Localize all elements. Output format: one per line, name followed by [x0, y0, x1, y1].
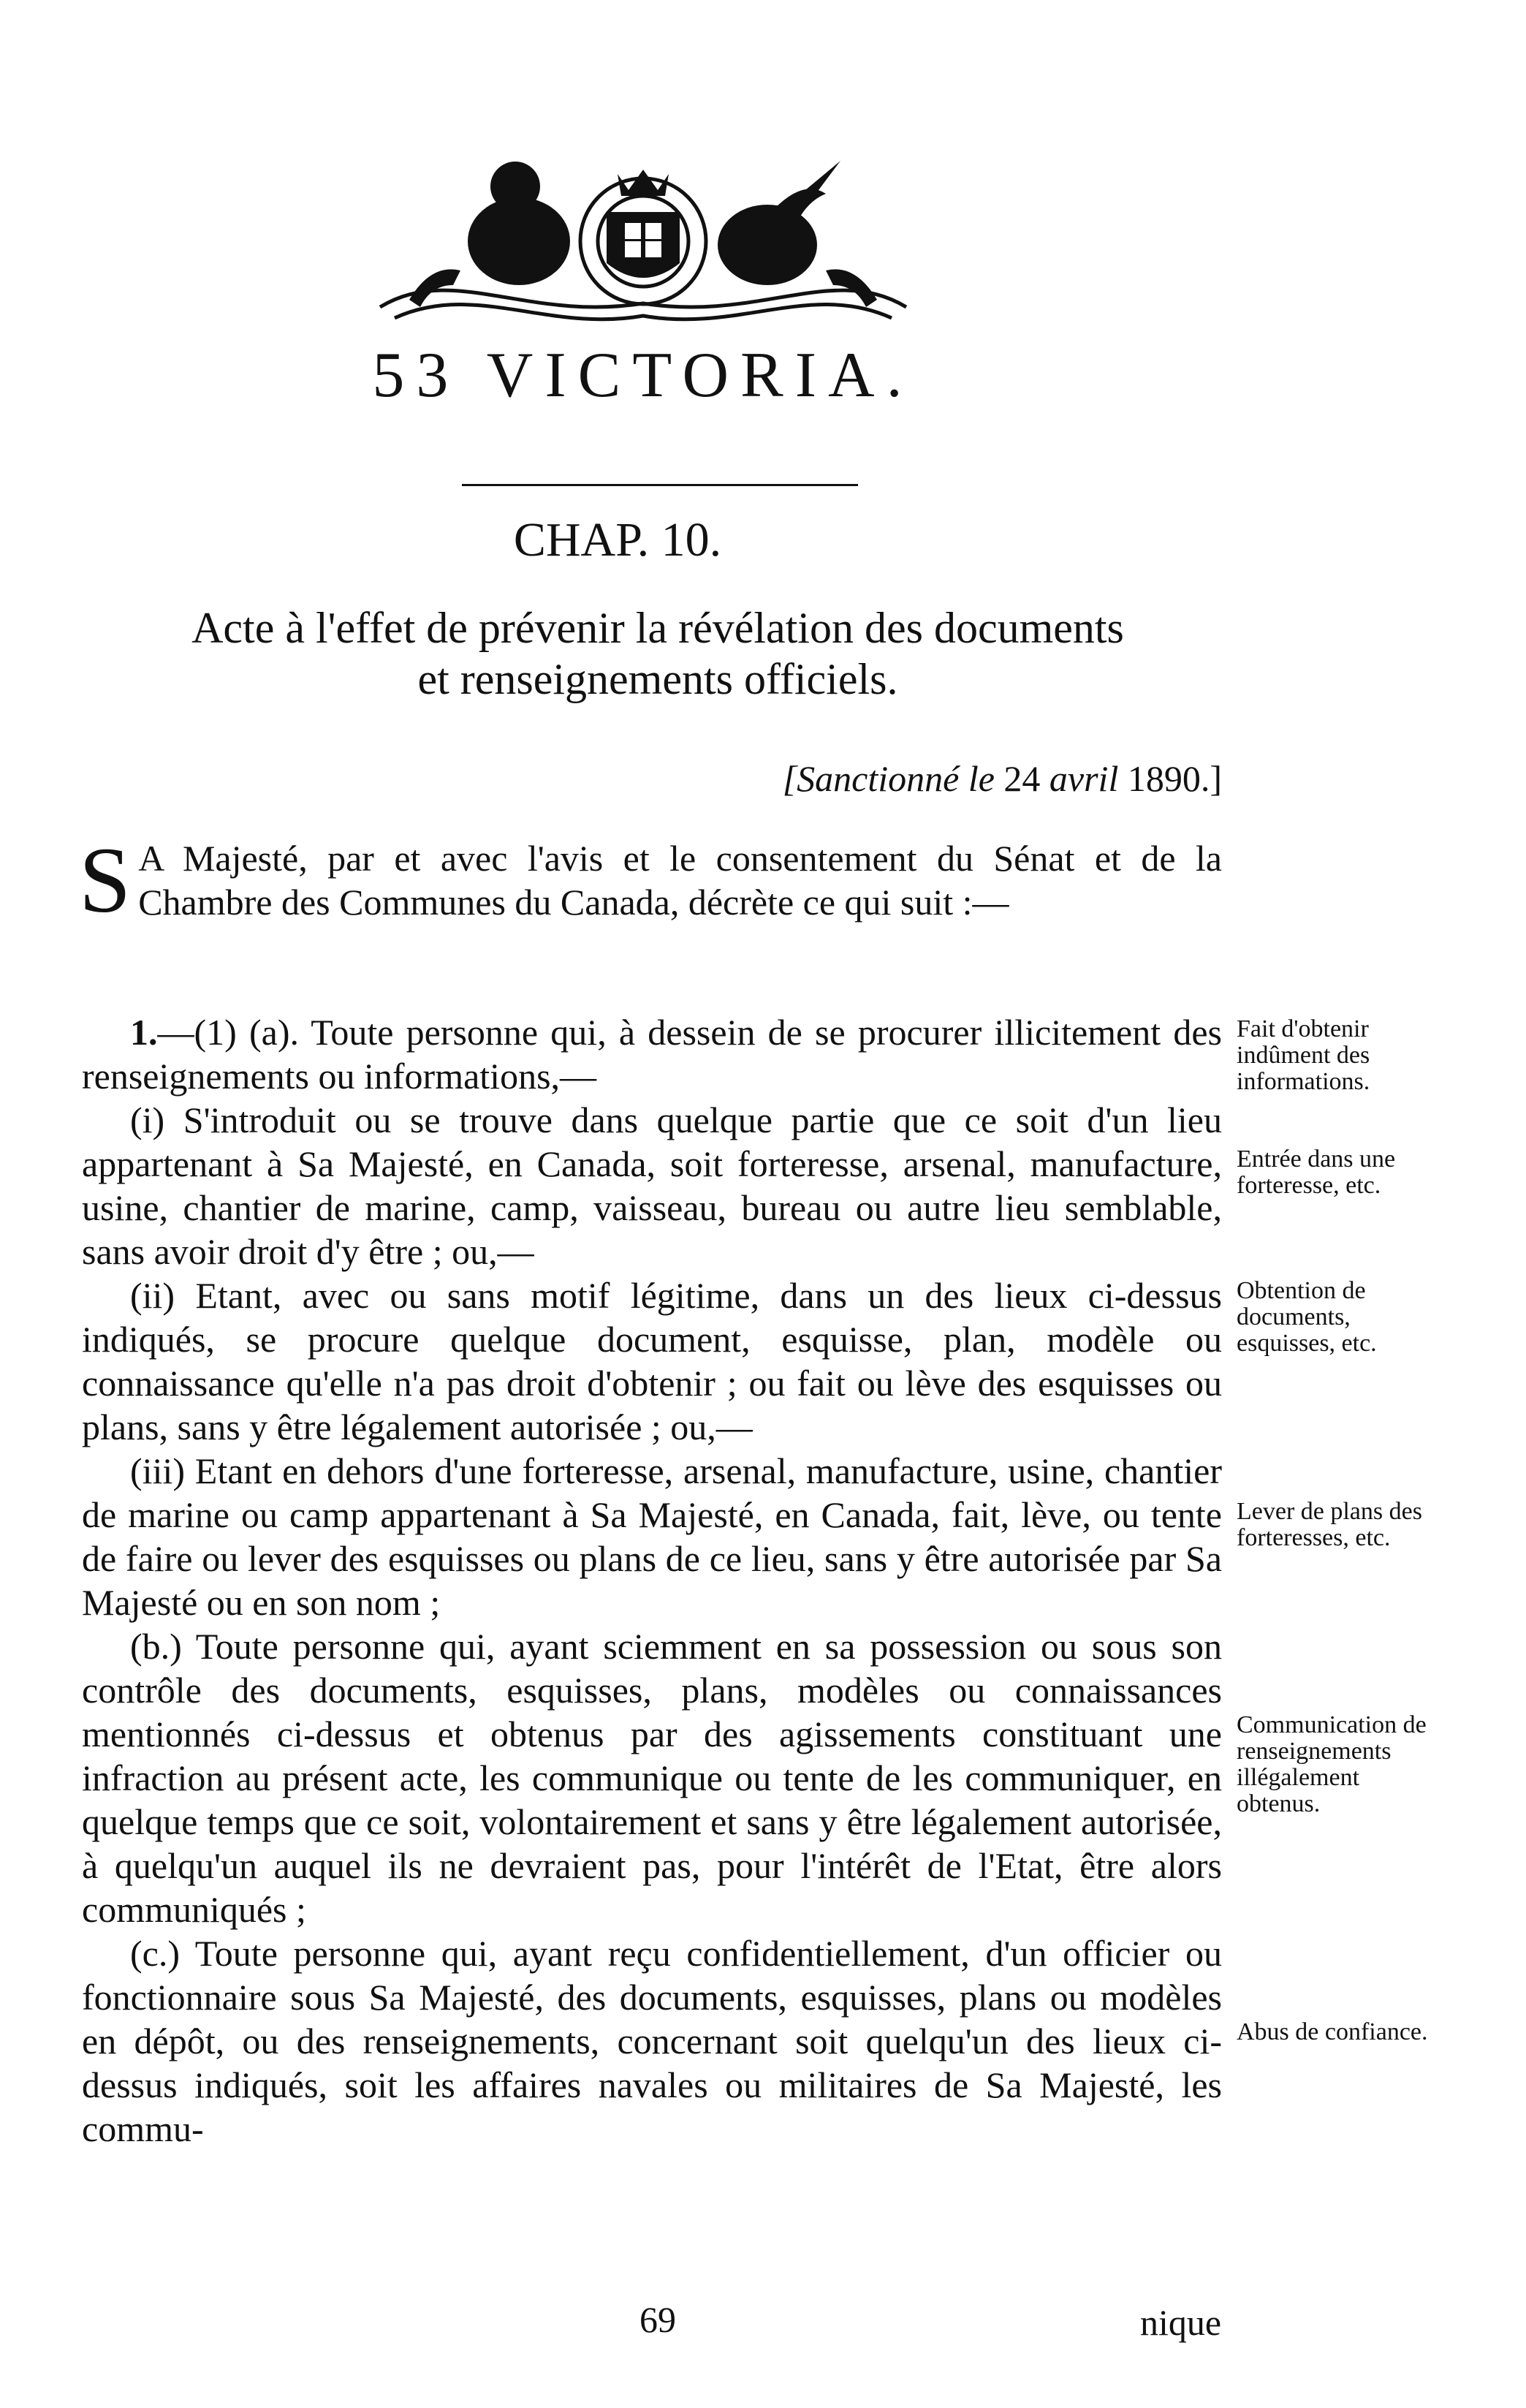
regnal-year-title: 53 VICTORIA. — [372, 340, 914, 411]
assent-prefix: [Sanctionné le — [782, 758, 995, 799]
catchword: nique — [1140, 2302, 1222, 2343]
assent-date — [783, 760, 1222, 797]
clause-iii: (iii) Etant en dehors d'une forteresse, arsenal, manufacture, usine, chantier de marine ou camp appartenant à Sa Majesté, en Canada, fait, lève, ou tente de faire ou lever des esquisses ou plans de ce lieu, sans y être autorisée par Sa Majesté ou en son nom ; — [82, 1450, 1222, 1623]
royal-coat-of-arms-icon — [365, 154, 921, 336]
margin-note: Communication de renseignements illégalement obtenus. — [1237, 1711, 1427, 1817]
assent-day: 24 — [1003, 758, 1041, 799]
chapter-heading: CHAP. 10. — [513, 513, 722, 567]
section-1-intro — [82, 1010, 1222, 1098]
assent-month: avril — [1049, 758, 1119, 799]
assent-year: 1890.] — [1127, 758, 1222, 799]
margin-note: Abus de confiance. — [1237, 2018, 1428, 2045]
clause-ii: (ii) Etant, avec ou sans motif légitime, dans un des lieux ci-dessus indiqués, se procure quelque document, esquisse, plan, modèle ou connaissance qu'elle n'a pas droit d'obtenir ; ou fait ou lève des esquisses ou plans, sans y être légalement autorisée ; ou,— — [82, 1275, 1222, 1447]
margin-note: Fait d'obtenir indûment des informations. — [1237, 1015, 1370, 1095]
page-number: 69 — [639, 2299, 676, 2340]
margin-note: Obtention de documents, esquisses, etc. — [1237, 1277, 1377, 1357]
enacting-clause-text: A Majesté, par et avec l'avis et le consentement du Sénat et de la Chambre des Communes du Canada, décrète ce qui suit :— — [138, 838, 1222, 923]
enacting-clause — [79, 828, 1222, 932]
margin-note: Lever de plans des forteresses, etc. — [1237, 1498, 1422, 1551]
title-divider — [462, 484, 858, 486]
act-title — [80, 602, 1235, 705]
section-1 — [82, 1010, 1222, 2151]
drop-cap: S — [79, 828, 132, 932]
margin-note: Entrée dans une forteresse, etc. — [1237, 1146, 1396, 1199]
section-number: 1. — [130, 1012, 158, 1053]
section-1-intro-text: —(1) (a). Toute personne qui, à dessein de se procurer illicitement des renseignements ou informations,— — [82, 1012, 1222, 1097]
act-title-line-2: et renseignements officiels. — [417, 655, 898, 703]
paragraph-b: (b.) Toute personne qui, ayant sciemment en sa possession ou sous son contrôle des documents, esquisses, plans, modèles ou connaissances mentionnés ci-dessus et obtenus par des agissements constituant une infraction au présent acte, les communique ou tente de les communiquer, en quelque temps que ce soit, volontairement et sans y être légalement autorisée, à quelqu'un auquel ils ne devraient pas, pour l'intérêt de l'Etat, être alors communiqués ; — [82, 1626, 1222, 1930]
paragraph-c: (c.) Toute personne qui, ayant reçu confidentiellement, d'un officier ou fonctionnaire sous Sa Majesté, des documents, esquisses, plans ou modèles en dépôt, ou des renseignements, concernant soit quelqu'un des lieux ci-dessus indiqués, soit les affaires navales ou militaires de Sa Majesté, les commu- — [82, 1933, 1222, 2149]
act-title-line-1: Acte à l'effet de prévenir la révélation des documents — [191, 604, 1124, 652]
clause-i: (i) S'introduit ou se trouve dans quelque partie que ce soit d'un lieu appartenant à Sa Majesté, en Canada, soit forteresse, arsenal, manufacture, usine, chantier de marine, camp, vaisseau, bureau ou autre lieu semblable, sans avoir droit d'y être ; ou,— — [82, 1099, 1222, 1272]
